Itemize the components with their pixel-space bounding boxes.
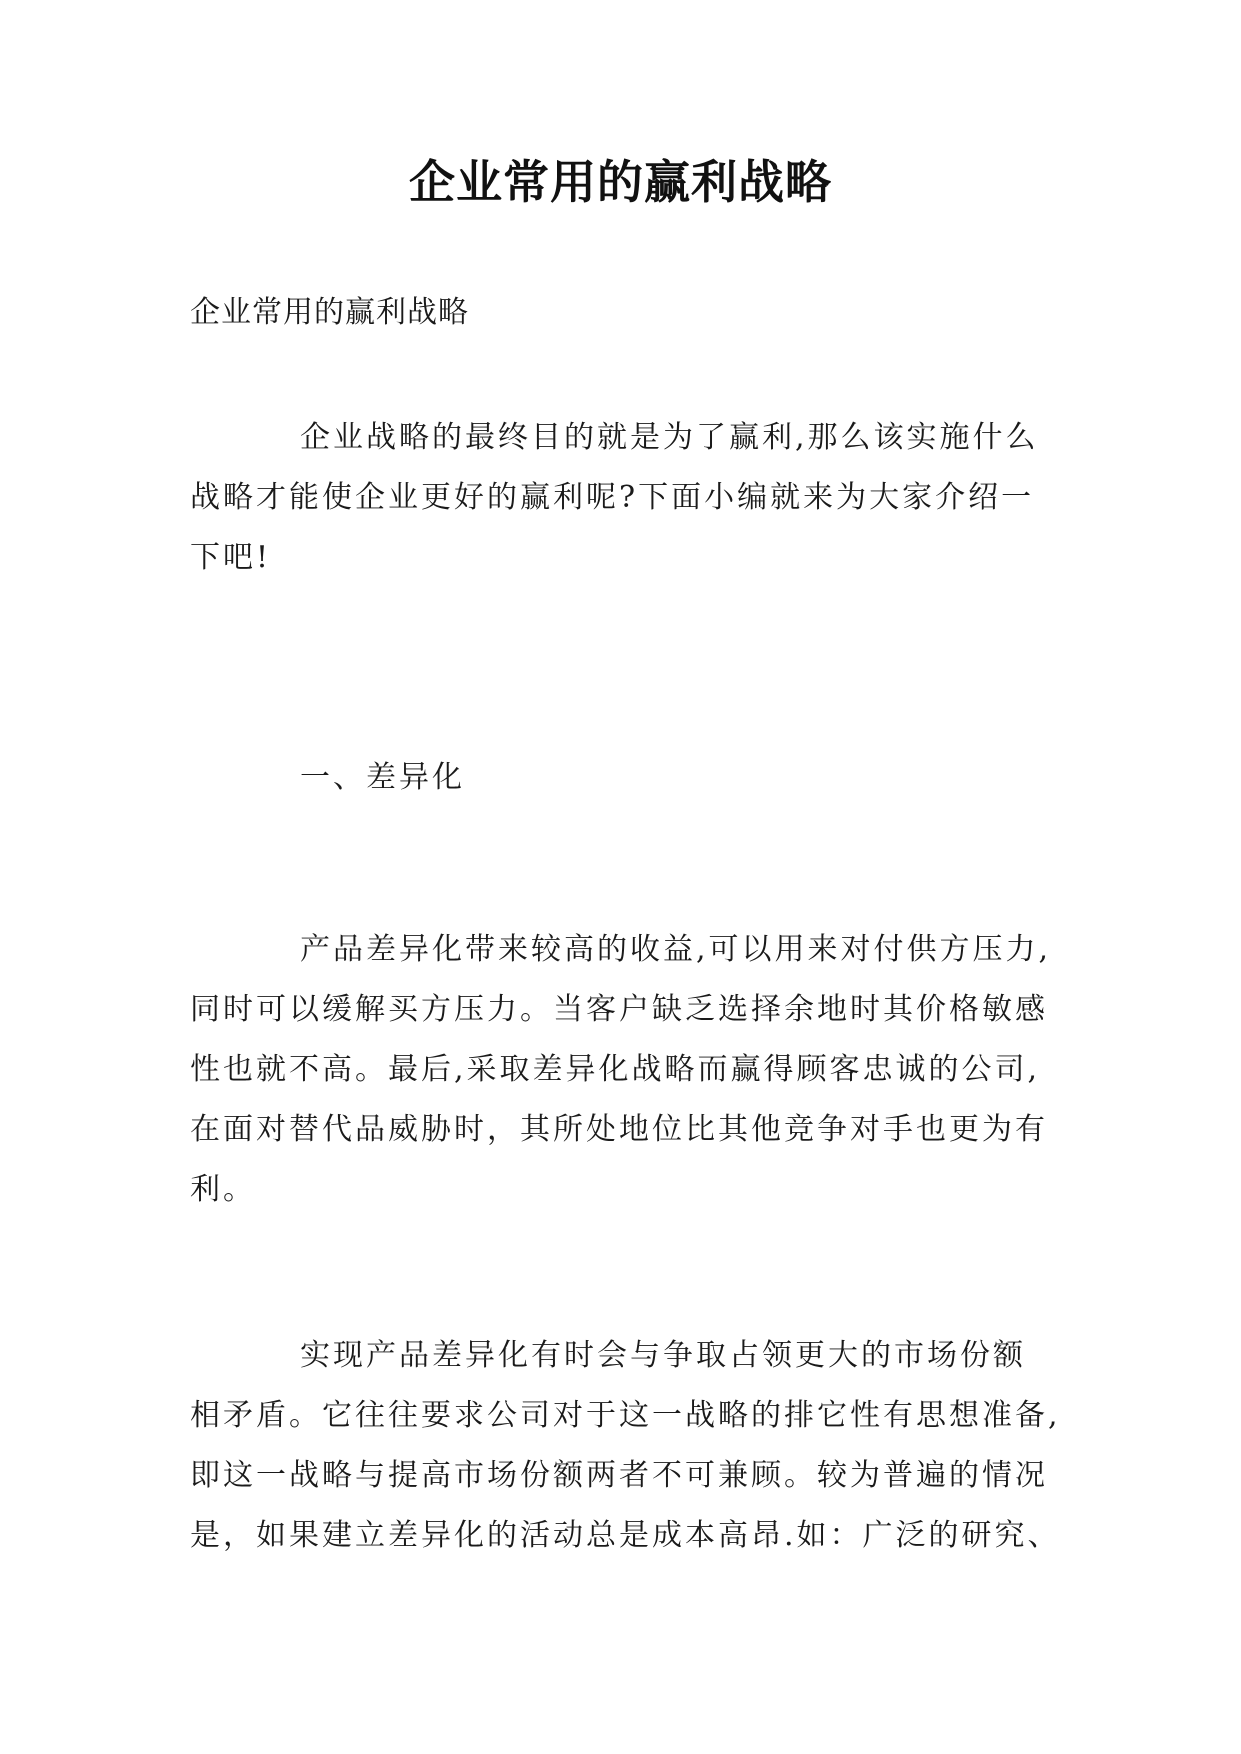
- paragraph-line: 利。: [190, 1172, 256, 1207]
- paragraph-line: 在面对替代品威胁时，其所处地位比其他竞争对手也更为有: [190, 1112, 1048, 1147]
- section-heading: 一、差异化: [300, 760, 465, 795]
- paragraph-line: 同时可以缓解买方压力。当客户缺乏选择余地时其价格敏感: [190, 992, 1048, 1027]
- paragraph-line: 战略才能使企业更好的赢利呢?下面小编就来为大家介绍一: [190, 480, 1035, 515]
- paragraph-line: 即这一战略与提高市场份额两者不可兼顾。较为普遍的情况: [190, 1458, 1048, 1493]
- paragraph-line: 企业战略的最终目的就是为了赢利,那么该实施什么: [300, 420, 1039, 455]
- paragraph-line: 相矛盾。它往往要求公司对于这一战略的排它性有思想准备,: [190, 1398, 1061, 1433]
- paragraph-line: 是，如果建立差异化的活动总是成本高昂.如：广泛的研究、: [190, 1518, 1061, 1553]
- document-subtitle: 企业常用的赢利战略: [190, 295, 469, 330]
- paragraph-line: 实现产品差异化有时会与争取占领更大的市场份额: [300, 1338, 1026, 1373]
- paragraph-line: 下吧!: [190, 540, 272, 575]
- paragraph-line: 性也就不高。最后,采取差异化战略而赢得顾客忠诚的公司,: [190, 1052, 1041, 1087]
- document-title: 企业常用的赢利战略: [409, 155, 832, 209]
- paragraph-line: 产品差异化带来较高的收益,可以用来对付供方压力,: [300, 932, 1052, 967]
